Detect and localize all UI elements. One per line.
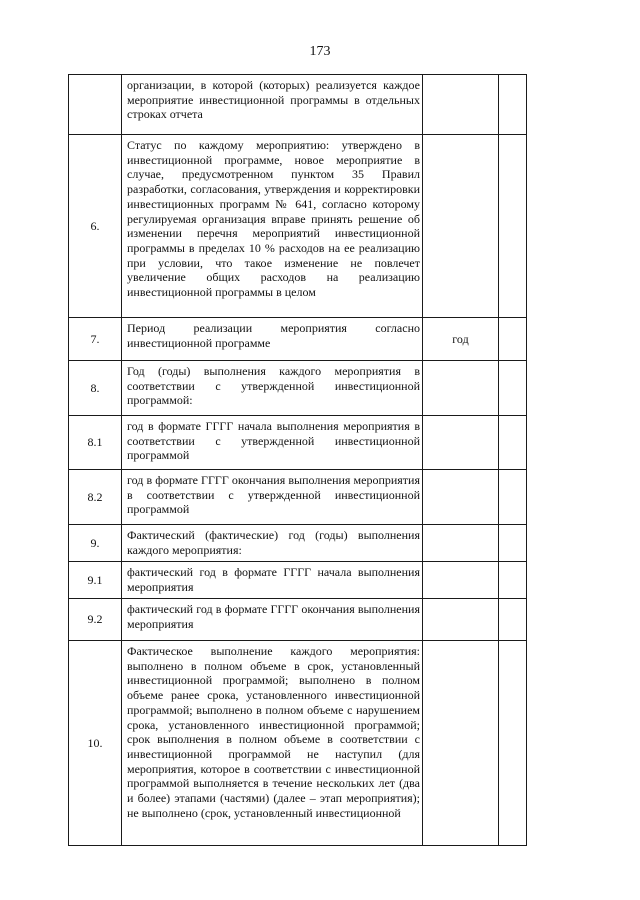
row-description-cell: [122, 361, 423, 416]
row-number-cell: 8.2: [69, 470, 122, 525]
row-description-text: Период реализации мероприятия согласно инвестиционной программе: [127, 321, 420, 350]
row-number-cell: 6.: [69, 135, 122, 318]
row-description-cell: [122, 599, 423, 641]
row-value-cell: [499, 470, 527, 525]
row-description-text: год в формате ГГГГ окончания выполнения мероприятия в соответствии с утвержденной инвестиционной программой: [127, 473, 420, 517]
report-table: [68, 74, 527, 846]
row-description-text: организации, в которой (которых) реализуется каждое мероприятие инвестиционной программы в отдельных строках отчета: [127, 78, 420, 122]
row-unit-cell: год: [423, 318, 499, 361]
row-description-text: Статус по каждому мероприятию: утверждено в инвестиционной программе, новое мероприятие в случае, предусмотренном пунктом 35 Правил разработки, согласования, утверждения и корректировки инвестиционных программ № 641, согласно которому регулируемая организация вправе принять решение об изменении перечня мероприятий инвестиционной программы в пределах 10 % расходов на ее реализацию при условии, что такое изменение не повлечет увеличение общих расходов на реализацию инвестиционной программы в целом: [127, 138, 420, 300]
row-description-cell: [122, 135, 423, 318]
row-value-cell: [499, 599, 527, 641]
row-unit-cell: [423, 361, 499, 416]
row-description-text: фактический год в формате ГГГГ окончания выполнения мероприятия: [127, 602, 420, 631]
row-unit-cell: [423, 135, 499, 318]
row-unit-cell: [423, 562, 499, 599]
row-number-cell: 7.: [69, 318, 122, 361]
row-number-cell: 10.: [69, 641, 122, 846]
row-unit-cell: [423, 470, 499, 525]
table-row: [69, 599, 527, 641]
row-number-cell: [69, 75, 122, 135]
row-value-cell: [499, 75, 527, 135]
row-description-text: Фактическое выполнение каждого мероприятия: выполнено в полном объеме в срок, установленный инвестиционной программой; выполнено в полном объеме ранее срока, установленного инвестиционной программой; выполнено в полном объеме с нарушением срока, установленного инвестиционной программой; срок выполнения в полном объеме в соответствии с инвестиционной программой не наступил (для мероприятия, которое в соответствии с инвестиционной программой выполняется в течение нескольких лет (два и более) этапами (частями) (далее – этап мероприятия); не выполнено (срок, установленный инвестиционной: [127, 644, 420, 820]
row-description-cell: [122, 641, 423, 846]
row-description-cell: [122, 525, 423, 562]
page-number: 173: [309, 44, 331, 59]
table-row: [69, 562, 527, 599]
row-unit-cell: [423, 525, 499, 562]
table-row: [69, 470, 527, 525]
row-description-cell: [122, 470, 423, 525]
table-row: [69, 416, 527, 470]
row-value-cell: [499, 135, 527, 318]
row-number-cell: 9.: [69, 525, 122, 562]
row-value-cell: [499, 562, 527, 599]
row-value-cell: [499, 416, 527, 470]
row-description-cell: [122, 75, 423, 135]
row-unit-cell: [423, 416, 499, 470]
table-row: [69, 361, 527, 416]
row-unit-cell: [423, 641, 499, 846]
row-value-cell: [499, 525, 527, 562]
row-value-cell: [499, 641, 527, 846]
row-value-cell: [499, 361, 527, 416]
row-description-text: Год (годы) выполнения каждого мероприятия в соответствии с утвержденной инвестиционной программой:: [127, 364, 420, 408]
row-description-text: фактический год в формате ГГГГ начала выполнения мероприятия: [127, 565, 420, 594]
table-row: [69, 135, 527, 318]
table-row: [69, 525, 527, 562]
row-number-cell: 9.2: [69, 599, 122, 641]
table-row: [69, 641, 527, 846]
row-number-cell: 8.: [69, 361, 122, 416]
row-number-cell: 9.1: [69, 562, 122, 599]
row-description-text: год в формате ГГГГ начала выполнения мероприятия в соответствии с утвержденной инвестиционной программой: [127, 419, 420, 463]
row-description-text: Фактический (фактические) год (годы) выполнения каждого мероприятия:: [127, 528, 420, 557]
row-number-cell: 8.1: [69, 416, 122, 470]
table-row: [69, 318, 527, 361]
row-description-cell: [122, 318, 423, 361]
row-description-cell: [122, 416, 423, 470]
row-value-cell: [499, 318, 527, 361]
table-row: [69, 75, 527, 135]
row-description-cell: [122, 562, 423, 599]
row-unit-cell: [423, 75, 499, 135]
row-unit-cell: [423, 599, 499, 641]
